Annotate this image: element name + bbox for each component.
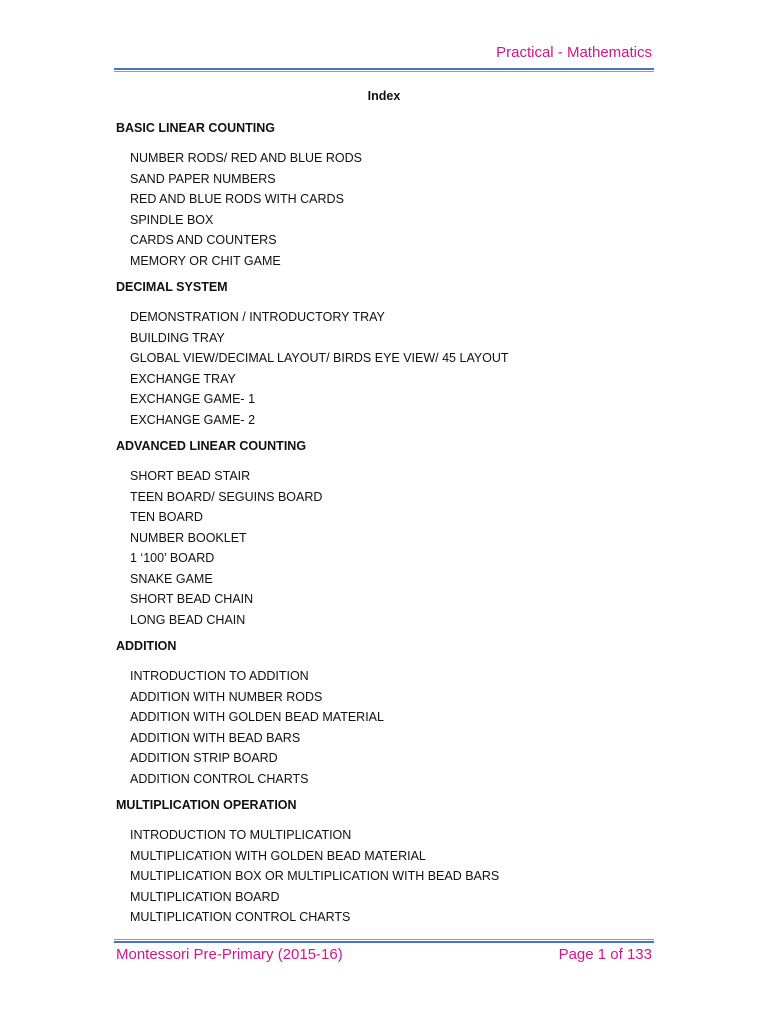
index-entry: EXCHANGE GAME- 2: [130, 412, 256, 427]
section-item-list: [130, 466, 656, 630]
index-section: [116, 279, 656, 430]
section-heading: BASIC LINEAR COUNTING: [116, 121, 276, 135]
footer-left-text: Montessori Pre-Primary (2015-16): [116, 946, 343, 963]
index-entry: ADDITION WITH NUMBER RODS: [130, 689, 323, 704]
index-section: [116, 120, 656, 271]
index-entry: CARDS AND COUNTERS: [130, 233, 277, 247]
index-entry: NUMBER RODS/ RED AND BLUE RODS: [130, 151, 362, 165]
section-item-list: [130, 825, 656, 928]
index-entry: MULTIPLICATION BOARD: [130, 889, 280, 904]
index-entry: SAND PAPER NUMBERS: [130, 171, 276, 186]
page-header-title: Practical - Mathematics: [496, 44, 652, 61]
index-entry: ADDITION WITH BEAD BARS: [130, 730, 301, 745]
index-title: Index: [367, 89, 401, 103]
index-entry: ADDITION WITH GOLDEN BEAD MATERIAL: [130, 710, 384, 724]
section-item-list: [130, 307, 656, 430]
section-item-list: [130, 666, 656, 789]
footer-page-number: Page 1 of 133: [558, 946, 652, 963]
index-entry: TEN BOARD: [130, 510, 203, 524]
index-entry: MULTIPLICATION BOX OR MULTIPLICATION WITH BEAD BARS: [130, 869, 500, 883]
section-heading: ADVANCED LINEAR COUNTING: [116, 439, 307, 453]
index-entry: MULTIPLICATION CONTROL CHARTS: [130, 910, 351, 924]
footer-rule: [114, 939, 654, 943]
index-section: [116, 638, 656, 789]
index-entry: NUMBER BOOKLET: [130, 530, 247, 545]
index-entry: SPINDLE BOX: [130, 212, 214, 227]
index-entry: ADDITION STRIP BOARD: [130, 751, 278, 765]
index-entry: DEMONSTRATION / INTRODUCTORY TRAY: [130, 310, 385, 324]
section-heading: MULTIPLICATION OPERATION: [116, 798, 297, 812]
index-entry: BUILDING TRAY: [130, 330, 225, 345]
index-entry: LONG BEAD CHAIN: [130, 612, 246, 627]
index-content: [116, 120, 656, 936]
index-entry: SNAKE GAME: [130, 571, 213, 586]
index-section: [116, 438, 656, 630]
index-entry: SHORT BEAD STAIR: [130, 469, 251, 483]
index-entry: MULTIPLICATION WITH GOLDEN BEAD MATERIAL: [130, 848, 426, 863]
index-entry: RED AND BLUE RODS WITH CARDS: [130, 192, 344, 206]
index-entry: 1 ‘100’ BOARD: [130, 551, 215, 565]
index-entry: ADDITION CONTROL CHARTS: [130, 771, 309, 786]
index-entry: INTRODUCTION TO MULTIPLICATION: [130, 828, 352, 842]
index-entry: MEMORY OR CHIT GAME: [130, 253, 281, 268]
index-entry: SHORT BEAD CHAIN: [130, 592, 254, 606]
header-rule: [114, 68, 654, 72]
section-heading: DECIMAL SYSTEM: [116, 280, 228, 294]
section-item-list: [130, 148, 656, 271]
index-section: [116, 797, 656, 928]
index-entry: EXCHANGE TRAY: [130, 371, 236, 386]
section-heading: ADDITION: [116, 639, 177, 653]
index-entry: EXCHANGE GAME- 1: [130, 392, 256, 406]
index-entry: GLOBAL VIEW/DECIMAL LAYOUT/ BIRDS EYE VIEW/ 45 LAYOUT: [130, 351, 509, 365]
index-entry: INTRODUCTION TO ADDITION: [130, 669, 309, 683]
index-entry: TEEN BOARD/ SEGUINS BOARD: [130, 489, 323, 504]
